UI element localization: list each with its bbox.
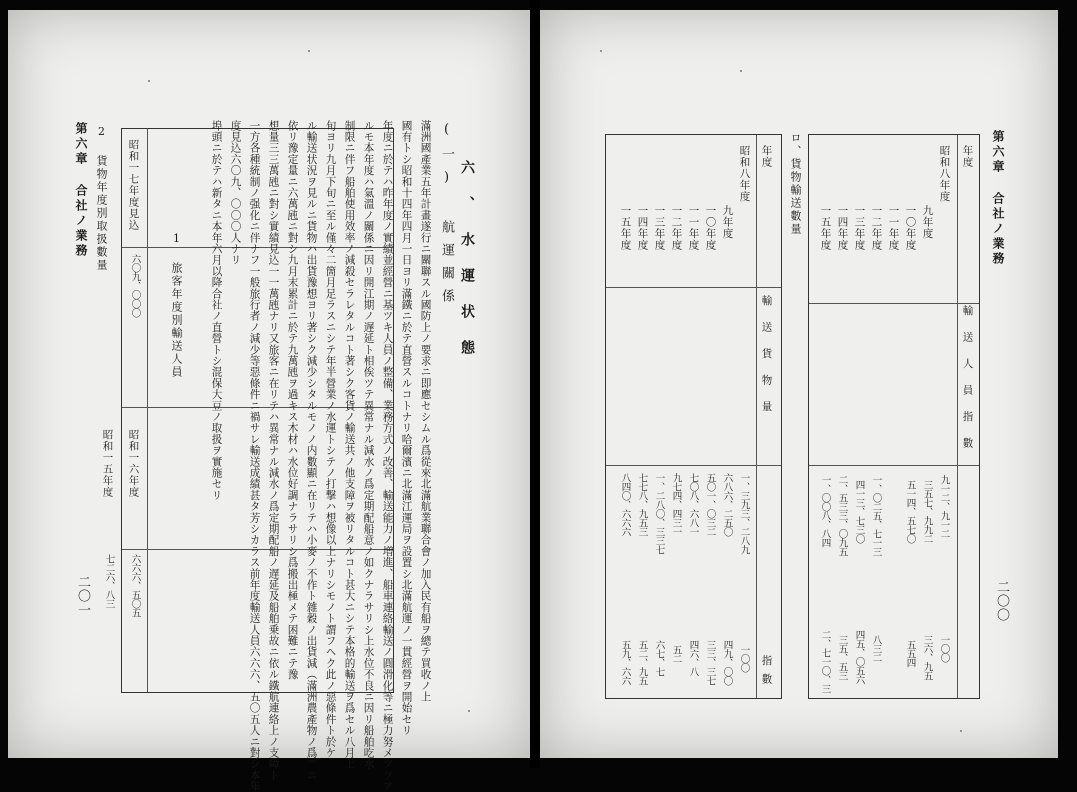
- table-cell: 八四〇、六六六: [619, 473, 631, 536]
- body-line: 旬ヨリ九月下旬ニ至ル僅々二箇月足ラスニシテ年半營業ノ水運トシテノ打撃ハ想像以上ナリシモノト謂フヘク此ノ惡條件ト於ケ: [324, 120, 337, 759]
- body-line: 度見込六〇九、〇〇〇人ナリ: [229, 120, 242, 266]
- column-header: 年度: [961, 145, 974, 168]
- table-cell: 一五年度: [819, 205, 832, 251]
- table-cell: 一〇〇: [938, 635, 950, 662]
- table-cell: 昭和一七年度見込: [127, 139, 140, 231]
- table-cell: 昭和一五年度: [101, 429, 114, 498]
- table-cell: 七〇八、六八一: [687, 473, 699, 536]
- table-cell: 五五四: [904, 640, 916, 667]
- running-head: 第六章 合社ノ業務: [74, 122, 88, 259]
- page-number: 二〇〇: [994, 580, 1009, 622]
- table-cell: 九一二、九一二: [938, 475, 950, 538]
- table2-heading: 2 貨物年度別取扱數量: [95, 125, 108, 272]
- freight-table-title: ロ、貨物輸送數量: [789, 132, 802, 236]
- table-cell: 九七四、四三一: [670, 473, 682, 536]
- table-cell: 一四年度: [836, 205, 849, 251]
- table-cell: 昭和一六年度: [127, 429, 140, 498]
- table-cell: 一、〇二五、七一三: [870, 475, 882, 556]
- body-line: 想量三三萬瓲ニ對シ實績見込一一萬瓲ナリ又旅客ニ在リテハ異常ナル減水ノ爲定期配船ノ遅延及船舶乗故ニ依ル鐵航連絡上ノ支障ト: [267, 120, 280, 781]
- table-cell: 一一年度: [687, 205, 700, 251]
- column-header: 指數: [760, 655, 773, 692]
- freight-table: [605, 134, 782, 699]
- body-line: 依リ豫定量ニ六萬瓲ニ對シ九月末累計ニ於テ九萬瓲ヲ過キス木材ハ水位好調ナラサリシ爲搬出極メテ困難ニテ豫: [286, 120, 299, 680]
- table-cell: 一二年度: [670, 205, 683, 251]
- body-line: 國有トシ昭和十四年四月一日ヨリ滿鐵ニ於テ直營スルコトナリ哈爾濱ニ北滿江運局ヲ設置シ北滿航運ノ一貫經營ヲ開始セリ: [400, 120, 413, 736]
- body-line: 制限ニ伴フ船舶使用效率ノ減殺セラレタルコト著シク客貨ノ輸送共ノ他支障ヲ被リタルコト甚大ニシテ本格的輸送ヲ爲セル八月上: [343, 120, 356, 770]
- body-line: 埠頭ニ於テハ新タニ本年六月以降合社ノ直營トシ混保大豆ノ取扱ヲ實施セリ: [210, 120, 223, 501]
- table-cell: 五九、六六: [619, 640, 631, 685]
- table1-heading: 1 旅客年度別輸送人員: [170, 232, 183, 379]
- table-cell: 一三年度: [853, 205, 866, 251]
- running-head: 第六章 合社ノ業務: [991, 130, 1005, 267]
- table-cell: 七二六、八三: [103, 554, 115, 608]
- subsection-title: (一) 航運關係: [439, 122, 454, 312]
- body-line: ルモ本年度ハ氣溫ノ關係ニ因リ開江期ノ遅延ト相俟ツテ異常ナル減水ノ爲定期配船意ノ如クナラサリシ上水位不良ニ因リ船舶吃水: [362, 120, 375, 770]
- table-cell: 一五年度: [619, 205, 632, 251]
- table-cell: 昭和八年度: [938, 145, 951, 203]
- table-cell: 五二、九五: [636, 640, 648, 685]
- left-page: [8, 10, 530, 792]
- body-line: 一方各種統制ノ强化ニ伴ナフ一般旅行者ノ減少等惡條件ニ禍サレ輸送成績甚タ芳シカラス前年度輸送人員六六六、五〇五人ニ對シ本年: [248, 120, 261, 792]
- table-cell: 四九、〇〇: [721, 640, 733, 685]
- table-cell: 二、五三三、〇九五: [836, 475, 848, 556]
- table-cell: 一一年度: [887, 205, 900, 251]
- table-cell: 五二: [670, 645, 682, 663]
- table-cell: 三三、三七: [704, 640, 716, 685]
- table-cell: 六六六、五〇五: [129, 554, 141, 617]
- table-cell: 四六、八: [687, 640, 699, 676]
- table-cell: 六〇九、〇〇〇: [129, 254, 141, 317]
- column-header: 輸送貨物量: [760, 295, 773, 428]
- table-cell: 九年度: [921, 205, 934, 240]
- table-cell: 一二年度: [870, 205, 883, 251]
- page-number: 二〇一: [75, 575, 90, 617]
- table-cell: 一四年度: [636, 205, 649, 251]
- table-cell: 一〇〇: [738, 645, 750, 672]
- table-cell: 昭和八年度: [738, 145, 751, 203]
- body-line: 滿洲國產業五年計畫遂行ニ關聯スル國防上ノ要求ニ即應セシムル爲從來北滿航業聯合會ノ加入民有船ヲ總テ買收ノ上: [419, 120, 432, 703]
- table-cell: 五一四、五七〇: [904, 480, 916, 543]
- table-cell: 一〇年度: [904, 205, 917, 251]
- table-cell: 五〇一、〇三二: [704, 473, 716, 536]
- table-cell: 一、二八〇、三三七: [653, 473, 665, 554]
- table-cell: 三六、九五: [921, 635, 933, 680]
- table-cell: 四一三、七三〇: [853, 480, 865, 543]
- table-cell: 四五、〇五六: [853, 630, 865, 684]
- body-line: 年度ニ於テハ昨年度ノ實績並經營ニ基ツキ人員ノ整備、業務方式ノ改善、輸送能力ノ増進、船車連絡輸送ノ圓滑化等ニ極力努メツツア: [381, 120, 394, 792]
- column-header: 輸送人員指數: [961, 305, 974, 464]
- table-cell: 六七、七: [653, 640, 665, 676]
- table-cell: 一、〇〇八、八四: [819, 475, 831, 547]
- passengers-index-table: [808, 134, 980, 699]
- table-cell: 一三年度: [653, 205, 666, 251]
- table-cell: 一、三九三、二八九: [738, 473, 750, 554]
- section-title: 六、水運状態: [459, 160, 475, 376]
- table-cell: 一〇年度: [704, 205, 717, 251]
- table-cell: 三五、五三: [836, 635, 848, 680]
- right-page: [540, 10, 1058, 758]
- table-cell: 二、七一〇、三: [819, 630, 831, 693]
- table-cell: 七七八、九五三: [636, 473, 648, 536]
- body-line: ル輸送状況ヲ見ルニ貨物ハ出貨豫想ヨリ著シク減少シタルモノノ内數顯ニ在リテハ小麥ノ不作ト雜穀ノ出貨減（滿洲農產物ノ爲）ニ: [305, 120, 318, 781]
- table-cell: 九年度: [721, 205, 734, 240]
- table-cell: 三五七、九九二: [921, 480, 933, 543]
- table-cell: 六八六、二五〇: [721, 473, 733, 536]
- column-header: 年度: [760, 145, 773, 168]
- table-cell: 八三二: [870, 635, 882, 662]
- book-gutter: [530, 0, 540, 768]
